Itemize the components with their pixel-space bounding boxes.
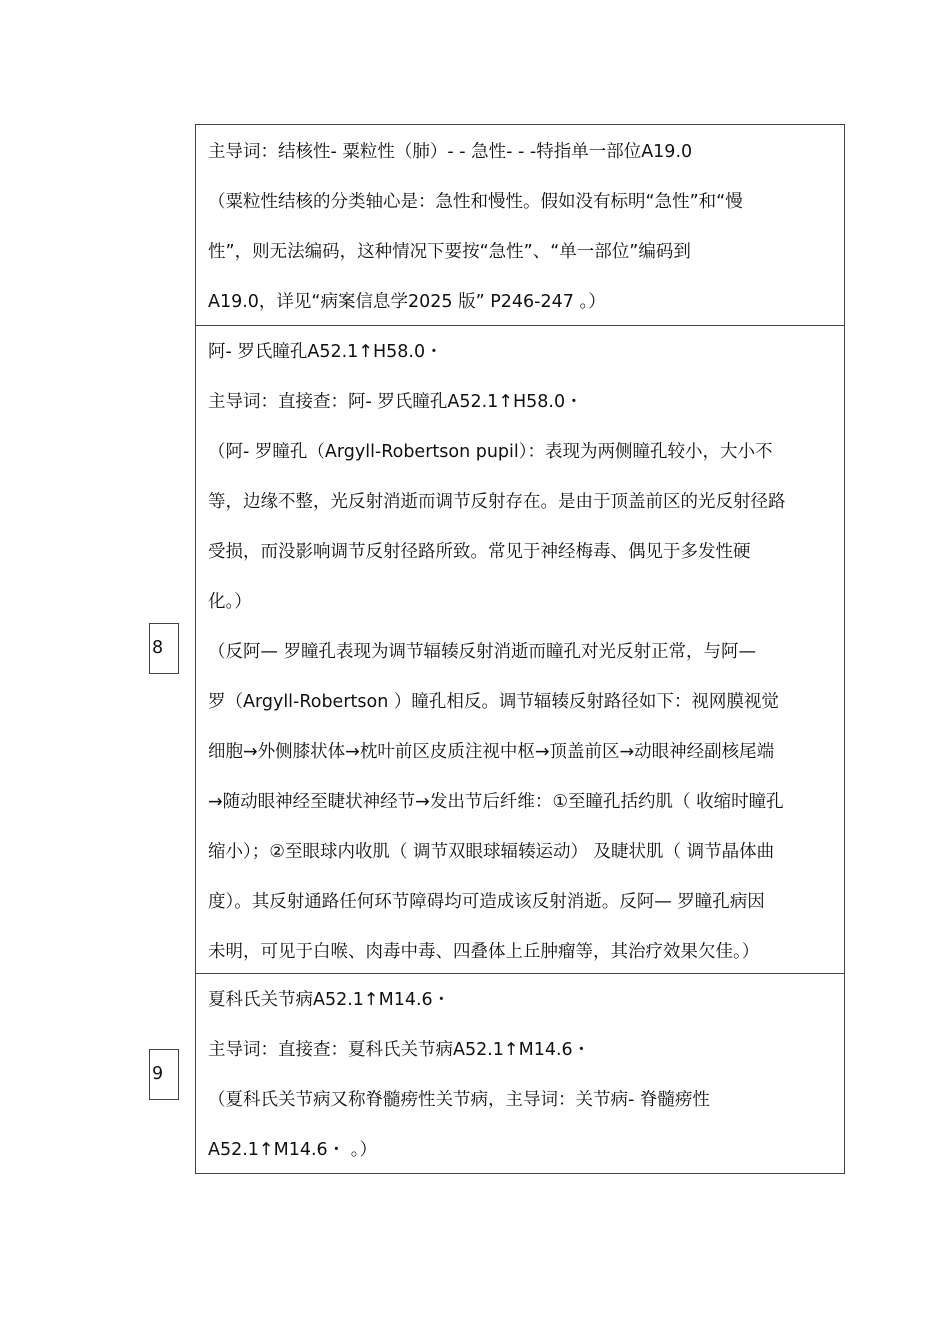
text-line: （粟粒性结核的分类轴心是：急性和慢性。假如没有标明“急性”和“慢: [208, 192, 743, 212]
row-number-8: 8: [149, 623, 179, 674]
text-line: 细胞→外侧膝状体→枕叶前区皮质注视中枢→顶盖前区→动眼神经副核尾端: [208, 742, 775, 762]
text-line: 未明，可见于白喉、肉毒中毒、四叠体上丘肿瘤等，其治疗效果欠佳。）: [208, 942, 760, 962]
text-line: A52.1↑M14.6・ 。）: [208, 1140, 377, 1160]
text-line: 夏科氏关节病A52.1↑M14.6・: [208, 990, 451, 1010]
text-line: 主导词：直接查：阿- 罗氏瞳孔A52.1↑H58.0・: [208, 392, 583, 412]
text-line: 罗（Argyll-Robertson ）瞳孔相反。调节辐辏反射路径如下：视网膜视觉: [208, 692, 779, 712]
text-line: 受损，而没影响调节反射径路所致。常见于神经梅毒、偶见于多发性硬: [208, 542, 751, 562]
text-line: 主导词：直接查：夏科氏关节病A52.1↑M14.6・: [208, 1040, 591, 1060]
text-line: 主导词：结核性- 粟粒性（肺）- - 急性- - -特指单一部位A19.0: [208, 142, 693, 162]
text-line: 阿- 罗氏瞳孔A52.1↑H58.0・: [208, 342, 443, 362]
table-cell-charcot-joint: [195, 973, 845, 1174]
text-line: （阿- 罗瞳孔（Argyll-Robertson pupil）：表现为两侧瞳孔较小，大小不: [208, 442, 773, 462]
text-line: 性”，则无法编码，这种情况下要按“急性”、“单一部位”编码到: [208, 242, 691, 262]
text-line: 度）。其反射通路任何环节障碍均可造成该反射消逝。反阿— 罗瞳孔病因: [208, 892, 765, 912]
text-line: 等，边缘不整，光反射消逝而调节反射存在。是由于顶盖前区的光反射径路: [208, 492, 786, 512]
text-line: （夏科氏关节病又称脊髓痨性关节病，主导词：关节病- 脊髓痨性: [208, 1090, 710, 1110]
row-number-9: 9: [149, 1049, 179, 1100]
table-cell-argyll-robertson: [195, 325, 845, 974]
text-line: 缩小）；②至眼球内收肌（ 调节双眼球辐辏运动） 及睫状肌（ 调节晶体曲: [208, 842, 775, 862]
text-line: （反阿— 罗瞳孔表现为调节辐辏反射消逝而瞳孔对光反射正常，与阿—: [208, 642, 757, 662]
text-line: 化。）: [208, 592, 252, 612]
text-line: →随动眼神经至睫状神经节→发出节后纤维：①至瞳孔括约肌（ 收缩时瞳孔: [208, 792, 784, 812]
table-cell-tuberculosis: [195, 124, 845, 326]
text-line: A19.0，详见“病案信息学2025 版” P246-247 。）: [208, 292, 606, 312]
